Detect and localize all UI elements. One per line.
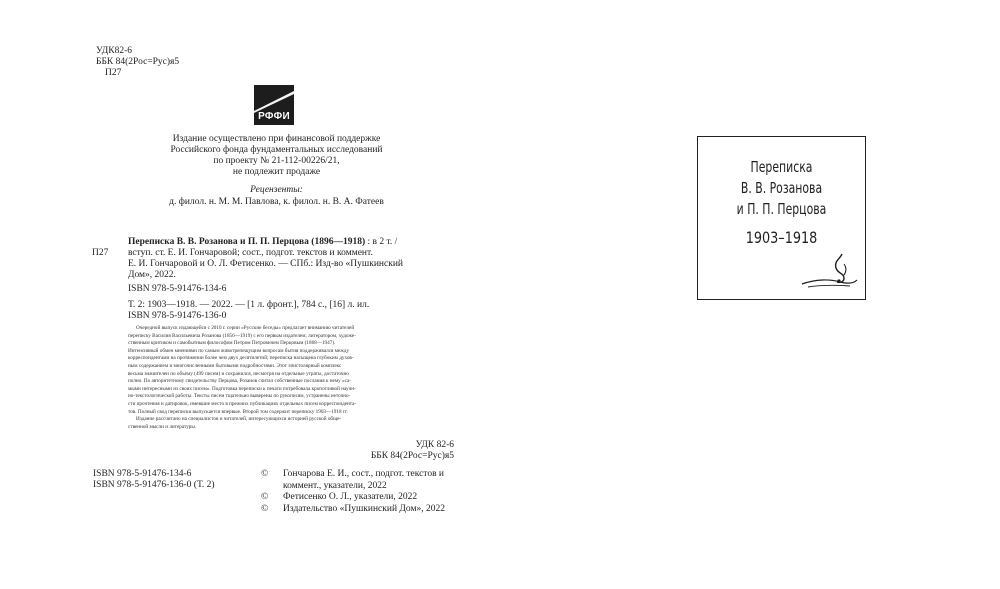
cover-frame xyxy=(697,136,866,300)
catalog-mark: П27 xyxy=(92,248,109,258)
funding-line: Издание осуществлено при финансовой поддержке xyxy=(172,134,381,144)
reviewers-heading: Рецензенты: xyxy=(250,185,303,195)
annotation-line: тов. Полный свод переписки выпускается впервые. Второй том содержит переписку 1903—1918 гг. xyxy=(128,408,348,415)
annotation-line: корреспондентами на протяжении более чем двух десятилетий; переписка насыщена глубоким духов- xyxy=(128,355,354,362)
cover-title-line: Переписка xyxy=(750,158,813,176)
bbk-code-bottom: ББК 84(2Рос=Рус)я5 xyxy=(370,451,454,461)
rffi-logo xyxy=(254,85,294,125)
copyright-sign: © xyxy=(261,469,269,479)
classification-bottom xyxy=(330,440,454,462)
cover-title-line: В. В. Розанова xyxy=(740,179,823,197)
copyright-block xyxy=(261,469,461,515)
annotation-line: полно. По авторитетному свидетельству Перцова, Розанов считал собственные послания к нему «са- xyxy=(128,378,351,385)
copyright-sign: © xyxy=(261,503,269,514)
annotation-line: мыми интересными из своих писем». Подготовка переписки к печати потребовала кропотливой научн- xyxy=(128,385,356,392)
copyright-row xyxy=(261,469,461,481)
copyright-row xyxy=(261,481,461,493)
catalog-title-rest: : в 2 т. / xyxy=(365,237,398,247)
funding-line: не подлежит продаже xyxy=(232,167,321,177)
funding-line: по проекту № 21-112-00226/21, xyxy=(213,156,340,166)
catalog-isbn-set: ISBN 978-5-91476-134-6 xyxy=(128,284,227,294)
annotation-line: Очередной выпуск издающейся с 2010 г. серии «Русские беседы» предлагает вниманию читателей xyxy=(136,325,355,331)
copyright-row xyxy=(261,504,461,516)
isbn-volume: ISBN 978-5-91476-136-0 (Т. 2) xyxy=(93,480,215,490)
ornament-icon xyxy=(800,251,858,291)
annotation-line: весьма значителен по объему (499 писем) и сохранился, несмотря на отдельные утраты, достаточно xyxy=(128,370,349,377)
udk-code-bottom: УДК 82-6 xyxy=(415,440,454,450)
cover-years: 1903–1918 xyxy=(745,228,818,247)
copyright-text: Фетисенко О. Л., указатели, 2022 xyxy=(283,492,418,502)
annotation-line: Издание рассчитано на специалистов и читателей, интересующихся историей русской обще- xyxy=(136,416,342,423)
udk-code: УДК82-6 xyxy=(96,46,132,56)
copyright-sign: © xyxy=(261,492,269,502)
cover-title xyxy=(716,157,846,220)
catalog-line: Дом», 2022. xyxy=(128,270,176,280)
isbn-block xyxy=(93,469,214,491)
annotation xyxy=(128,325,453,431)
catalog-line: вступ. ст. Е. И. Гончаровой; сост., подгот. текстов и коммент. xyxy=(128,248,373,258)
annotation-line: ным содержанием и многочисленными бытовыми подробностями. Этот эпистолярный комплекс xyxy=(128,362,342,369)
annotation-line: переписку Василия Васильевича Розанова (1856—1919) с его первым издателем, литератором, художе- xyxy=(128,332,356,339)
annotation-line: Интенсивный обмен мнениями по самым животрепещущим вопросам бытия поддерживался между xyxy=(128,347,350,354)
reviewers-names: д. филол. н. М. М. Павлова, к. филол. н. В. А. Фатеев xyxy=(169,197,384,207)
bbk-code: ББК 84(2Рос=Рус)я5 xyxy=(96,57,180,67)
reviewers-block xyxy=(150,185,403,208)
copyright-row xyxy=(261,492,461,504)
catalog-volume-line: Т. 2: 1903—1918. — 2022. — [1 л. фронт.], 784 с., [16] л. ил. xyxy=(128,300,370,310)
annotation-line: ственным критиком и самобытным философом Петром Петровичем Перцовым (1868—1947). xyxy=(128,340,336,347)
annotation-line: сти прочтения и датировок, имевшие место в прежних публикациях отдельных писем корреспондента- xyxy=(128,400,357,407)
catalog-record xyxy=(128,237,453,281)
catalog-title: Переписка В. В. Розанова и П. П. Перцова (1896—1918) xyxy=(128,237,366,247)
copyright-text: Издательство «Пушкинский Дом», 2022 xyxy=(283,503,445,514)
isbn-set: ISBN 978-5-91476-134-6 xyxy=(93,469,192,479)
copyright-text: коммент., указатели, 2022 xyxy=(283,480,387,491)
author-mark: П27 xyxy=(105,68,122,78)
catalog-line: Е. И. Гончаровой и О. Л. Фетисенко. — СПб.: Изд-во «Пушкинский xyxy=(128,259,404,269)
catalog-isbn-volume: ISBN 978-5-91476-136-0 xyxy=(128,311,227,321)
annotation-line: ственной мысли и литературы. xyxy=(128,423,197,430)
copyright-text: Гончарова Е. И., сост., подгот. текстов и xyxy=(283,469,445,479)
annotation-line: но-текстологической работы. Тексты писем тщательно выверены по рукописям, устранены неточно- xyxy=(128,393,351,400)
funding-line: Российского фонда фундаментальных исследований xyxy=(170,145,383,155)
cover-title-line: и П. П. Перцова xyxy=(736,200,827,218)
logo-text: РФФИ xyxy=(258,111,290,122)
classification-block xyxy=(96,46,179,79)
funding-note xyxy=(150,134,403,178)
